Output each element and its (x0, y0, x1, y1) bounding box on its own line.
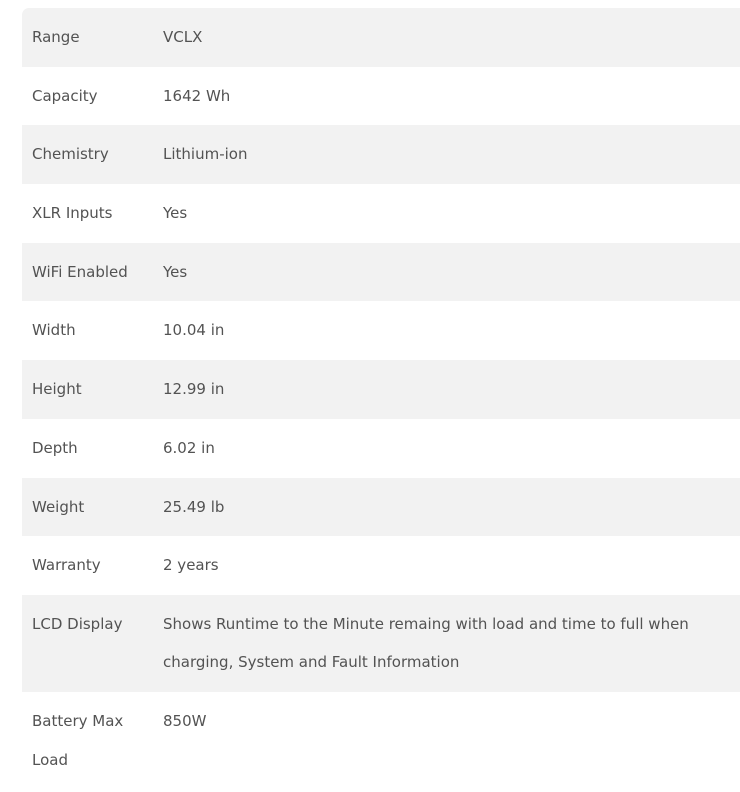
spec-value: 2 years (163, 556, 219, 575)
spec-row-capacity (22, 67, 740, 126)
spec-value: Lithium-ion (163, 145, 248, 164)
spec-row-weight (22, 478, 740, 537)
spec-value: Yes (163, 204, 188, 223)
spec-row-range (22, 8, 740, 67)
spec-value: 10.04 in (163, 321, 225, 340)
spec-label: Range (32, 28, 80, 46)
spec-row-depth (22, 419, 740, 478)
spec-value: 850W (163, 712, 207, 731)
spec-label: Warranty (32, 556, 101, 575)
spec-row-lcd-display (22, 595, 740, 693)
spec-label: Height (32, 380, 82, 399)
spec-label: Chemistry (32, 145, 109, 164)
spec-label: Weight (32, 497, 85, 516)
spec-row-width (22, 301, 740, 360)
spec-label: Capacity (32, 86, 98, 105)
spec-value: 12.99 in (163, 380, 225, 399)
spec-value: VCLX (163, 28, 203, 46)
spec-row-xlr-inputs (22, 184, 740, 243)
spec-label: Depth (32, 438, 78, 457)
spec-value: Yes (163, 262, 188, 281)
spec-value: 25.49 lb (163, 497, 225, 516)
spec-value: 1642 Wh (163, 86, 231, 105)
spec-label: Width (32, 321, 76, 340)
spec-row-chemistry (22, 125, 740, 184)
spec-label: LCD Display (32, 614, 123, 633)
spec-value: Shows Runtime to the Minute remaing with load and time to full when charging, System and Fault Information (163, 614, 689, 672)
spec-label: XLR Inputs (32, 204, 113, 223)
spec-label: Battery Max Load (32, 712, 124, 769)
specifications-table (22, 8, 740, 792)
spec-row-battery-max-load (22, 692, 740, 792)
spec-row-wifi-enabled (22, 243, 740, 302)
spec-value: 6.02 in (163, 438, 215, 457)
spec-row-height (22, 360, 740, 419)
spec-label: WiFi Enabled (32, 262, 128, 281)
spec-row-warranty (22, 536, 740, 595)
